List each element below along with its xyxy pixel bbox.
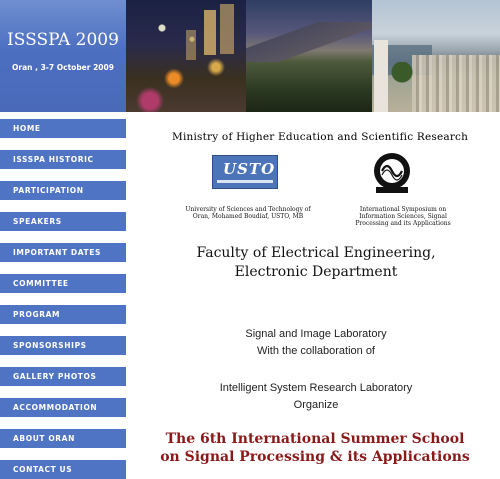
nav-item-important-dates[interactable]: IMPORTANT DATES xyxy=(0,243,126,262)
usto-caption-line-2: Oran, Mohamed Boudiaf, USTO, MB xyxy=(192,213,304,220)
sidebar-nav xyxy=(0,112,126,479)
faculty-line-2: Electronic Department xyxy=(234,264,398,280)
faculty-line-1: Faculty of Electrical Engineering, xyxy=(196,245,436,261)
nav-item-issspa-historic[interactable]: ISSSPA HISTORIC xyxy=(0,150,126,169)
issspa-caption-line-3: Processing and its Applications xyxy=(355,220,451,227)
nav-item-speakers[interactable]: SPEAKERS xyxy=(0,212,126,231)
logo-title: ISSSPA 2009 xyxy=(7,30,119,50)
usto-logo-text: USTO xyxy=(223,160,276,178)
issspa-logo-icon xyxy=(368,151,416,195)
nav-item-home[interactable]: HOME xyxy=(0,119,126,138)
summer-school-title xyxy=(150,430,480,466)
research-lab-line-1: Intelligent System Research Laboratory xyxy=(219,382,413,394)
summer-school-line-2: on Signal Processing & its Applications xyxy=(160,449,470,465)
header-photo-mountain-city xyxy=(246,0,372,112)
site-logo[interactable] xyxy=(0,0,126,112)
nav-item-participation[interactable]: PARTICIPATION xyxy=(0,181,126,200)
usto-caption-line-1: University of Sciences and Technology of xyxy=(185,206,311,213)
issspa-caption-line-1: International Symposium on xyxy=(359,206,447,213)
header-photo-harbor xyxy=(372,0,500,112)
header-photo-night-city xyxy=(126,0,246,112)
faculty-heading xyxy=(166,244,466,282)
nav-item-about-oran[interactable]: ABOUT ORAN xyxy=(0,429,126,448)
institutions-banner xyxy=(166,122,469,234)
nav-item-gallery-photos[interactable]: GALLERY PHOTOS xyxy=(0,367,126,386)
lab-line-2: With the collaboration of xyxy=(256,345,375,357)
ministry-title: Ministry of Higher Education and Scientific Research xyxy=(172,131,469,143)
usto-logo xyxy=(212,155,278,189)
lab-block xyxy=(166,326,466,360)
issspa-caption xyxy=(348,206,458,227)
issspa-caption-line-2: Information Sciences, Signal xyxy=(359,213,447,220)
lab-line-1: Signal and Image Laboratory xyxy=(245,328,387,340)
research-lab-line-2: Organize xyxy=(293,399,339,411)
research-lab-block xyxy=(166,380,466,414)
summer-school-line-1: The 6th International Summer School xyxy=(165,431,465,447)
nav-item-program[interactable]: PROGRAM xyxy=(0,305,126,324)
nav-item-committee[interactable]: COMMITTEE xyxy=(0,274,126,293)
nav-item-accommodation[interactable]: ACCOMMODATION xyxy=(0,398,126,417)
logo-subtitle: Oran , 3-7 October 2009 xyxy=(12,63,114,72)
nav-item-contact-us[interactable]: CONTACT US xyxy=(0,460,126,479)
nav-item-sponsorships[interactable]: SPONSORSHIPS xyxy=(0,336,126,355)
usto-caption xyxy=(170,206,326,220)
